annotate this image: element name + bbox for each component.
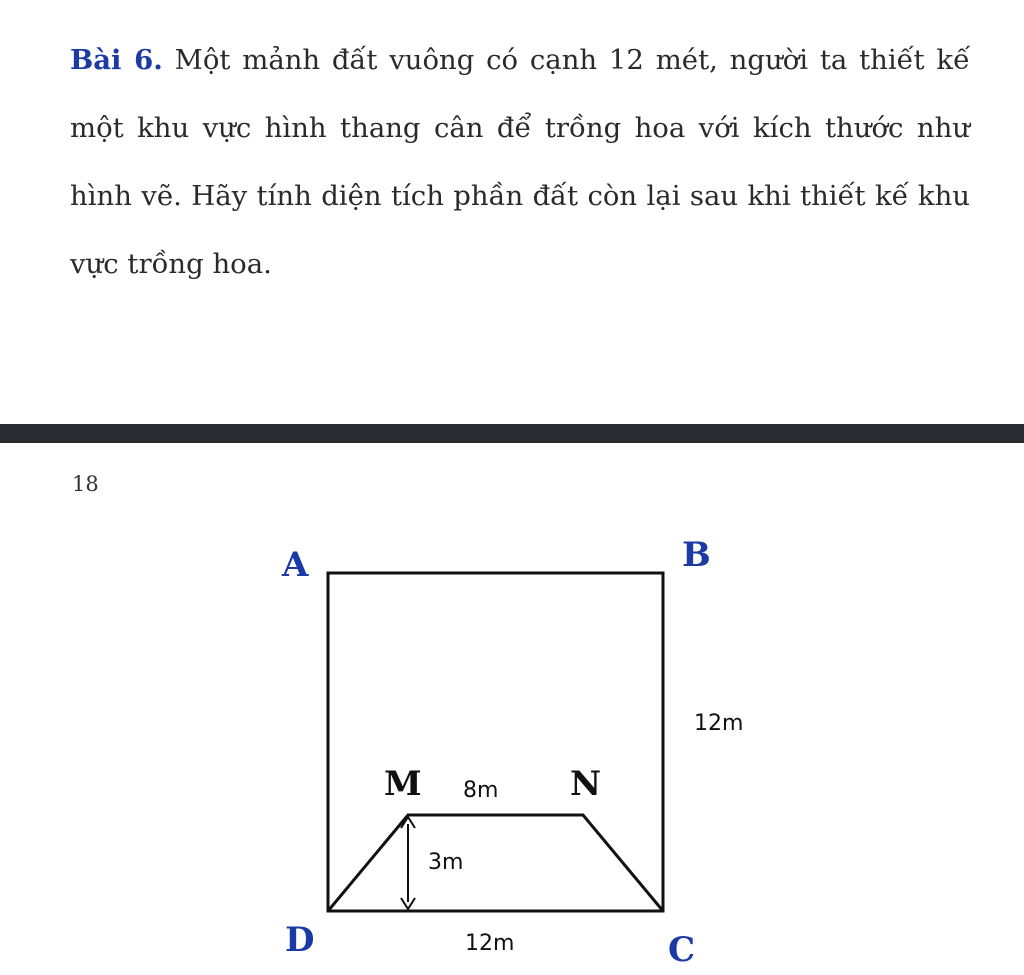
- vertex-m-label: M: [384, 764, 422, 804]
- top-mn-measure: 8m: [463, 778, 499, 803]
- bottom-dc-measure: 12m: [465, 931, 515, 956]
- vertex-c-label: C: [668, 930, 696, 970]
- problem-label: Bài 6.: [70, 44, 163, 76]
- problem-text: Một mảnh đất vuông có cạnh 12 mét, người ta thiết kế một khu vực hình thang cân để trồng hoa với kích thước như hình vẽ. Hãy tính diện tích phần đất còn lại sau khi thiết kế khu vực trồng hoa.: [70, 44, 970, 280]
- vertex-b-label: B: [682, 535, 711, 575]
- vertex-d-label: D: [285, 920, 315, 960]
- vertex-a-label: A: [282, 545, 309, 585]
- vertex-n-label: N: [570, 764, 602, 804]
- trapezoid-mndc: [328, 815, 663, 911]
- side-bc-measure: 12m: [694, 711, 744, 736]
- height-measure: 3m: [428, 850, 464, 875]
- square-abcd: [328, 573, 663, 911]
- page-number: 18: [72, 472, 99, 496]
